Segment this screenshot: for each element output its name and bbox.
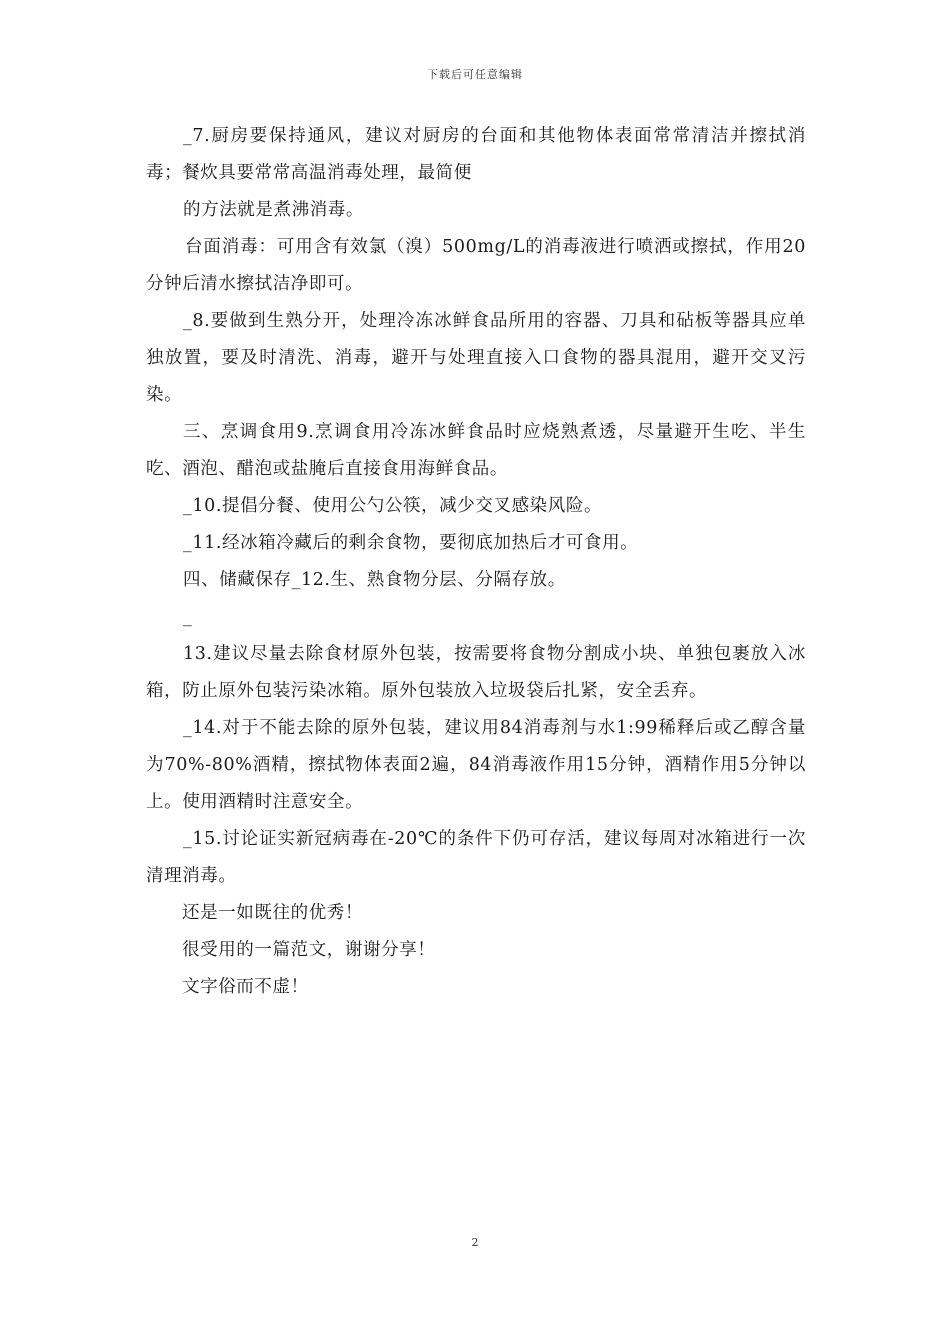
paragraph-12-underscore: _ [183,607,193,627]
paragraph-14: _14.对于不能去除的原外包装，建议用84消毒剂与水1:99稀释后或乙醇含量为70%-80%酒精，擦拭物体表面2遍，84消毒液作用15分钟，酒精作用5分钟以上。使用酒精时注意安全。 [146,718,806,812]
paragraph-9: 三、烹调食用9.烹调食用冷冻冰鲜食品时应烧熟煮透，尽量避开生吃、半生吃、酒泡、醋泡或盐腌后直接食用海鲜食品。 [146,422,806,479]
comment-1: 还是一如既往的优秀！ [182,903,363,923]
paragraph-8: _8.要做到生熟分开，处理冷冻冰鲜食品所用的容器、刀具和砧板等器具应单独放置，要及时清洗、消毒，避开与处理直接入口食物的器具混用，避开交叉污染。 [146,311,806,405]
page-number: 2 [471,1236,479,1249]
comment-3: 文字俗而不虚！ [182,977,309,997]
paragraph-surface-disinfection: 台面消毒：可用含有效氯（溴）500mg/L的消毒液进行喷洒或擦拭，作用20分钟后清水擦拭洁净即可。 [146,237,806,294]
comment-2: 很受用的一篇范文，谢谢分享！ [182,940,436,960]
paragraph-7-continued: 的方法就是煮沸消毒。 [183,200,364,220]
paragraph-15: _15.讨论证实新冠病毒在-20℃的条件下仍可存活，建议每周对冰箱进行一次清理消毒。 [146,829,806,886]
page-header: 下载后可任意编辑 [427,68,523,81]
paragraph-10: _10.提倡分餐、使用公勺公筷，减少交叉感染风险。 [183,496,603,516]
paragraph-13: 13.建议尽量去除食材原外包装，按需要将食物分割成小块、单独包裹放入冰箱，防止原外包装污染冰箱。原外包装放入垃圾袋后扎紧，安全丢弃。 [146,644,806,701]
paragraph-7: _7.厨房要保持通风，建议对厨房的台面和其他物体表面常常清洁并擦拭消毒；餐炊具要常常高温消毒处理，最简便 [146,126,806,183]
paragraph-11: _11.经冰箱冷藏后的剩余食物，要彻底加热后才可食用。 [183,533,639,553]
paragraph-12: 四、储藏保存_12.生、熟食物分层、分隔存放。 [183,570,566,590]
document-body [146,118,806,1006]
